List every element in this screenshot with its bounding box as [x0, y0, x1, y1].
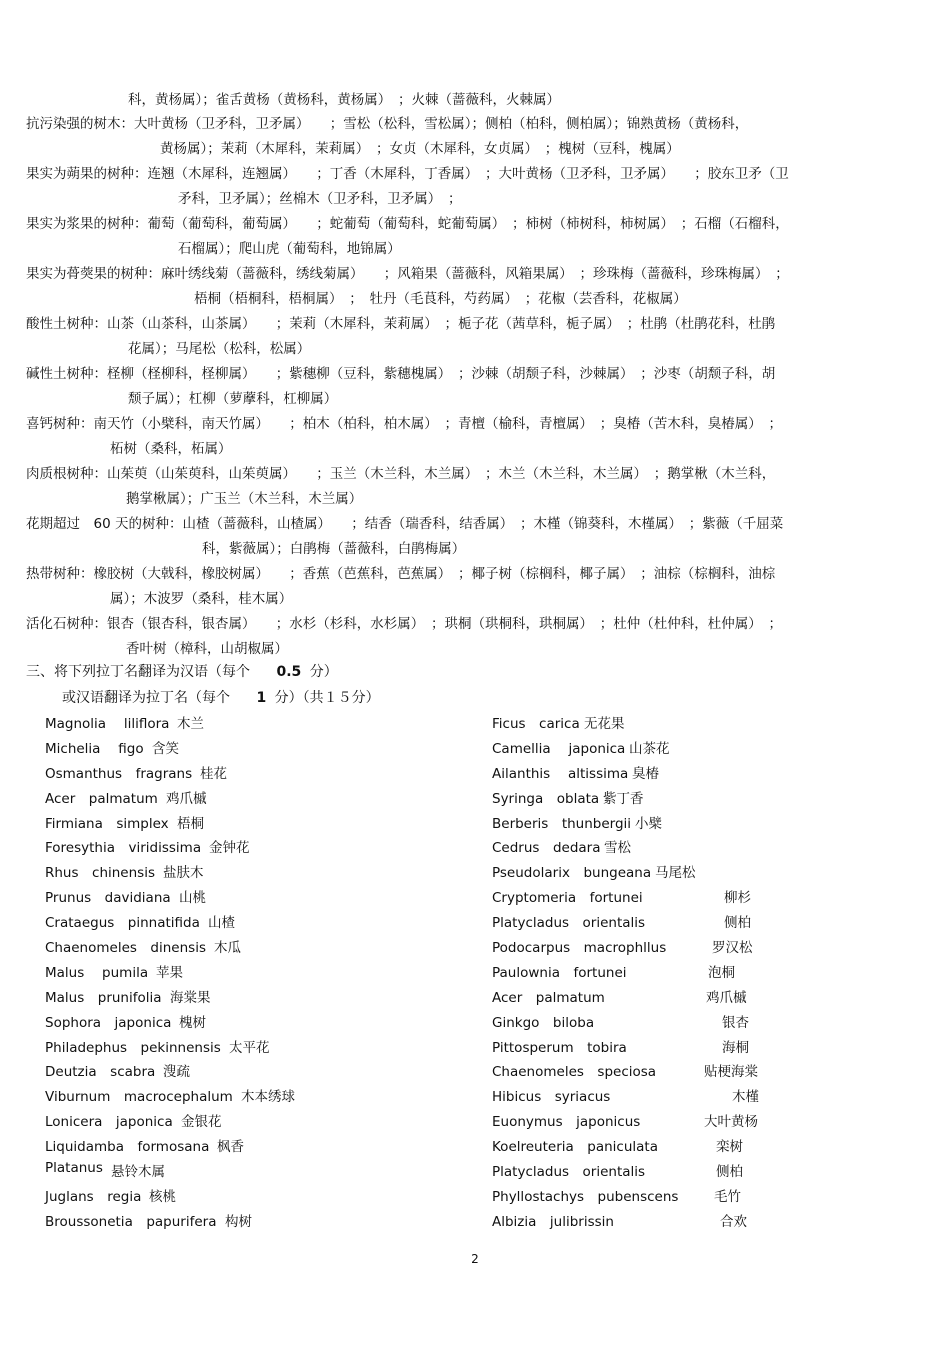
chinese-name: 雪松: [604, 840, 631, 857]
latin-name-row: [492, 886, 912, 911]
paragraph-label: 肉质根树种：: [26, 466, 107, 482]
latin-name-row: [492, 812, 912, 837]
latin-name: Phyllostachys pubenscens: [492, 1188, 679, 1205]
latin-name-row: [45, 737, 465, 762]
chinese-name: 鸡爪槭: [706, 989, 747, 1006]
paragraph-label: 酸性土树种：: [26, 316, 107, 332]
section-heading-score: 0.5: [276, 664, 302, 680]
latin-name-row: [45, 812, 465, 837]
latin-name: Malus pumila: [45, 964, 149, 981]
latin-name-row: [492, 712, 912, 737]
latin-name: Juglans regia: [45, 1188, 142, 1205]
latin-name-row: [45, 1036, 465, 1061]
chinese-name: 合欢: [720, 1213, 747, 1230]
species-paragraph: [26, 412, 906, 462]
latin-name: Hibicus syriacus: [492, 1089, 611, 1106]
latin-name: Pseudolarix bungeana: [492, 865, 652, 882]
latin-name: Pittosperum tobira: [492, 1039, 627, 1056]
latin-name: Ficus carica: [492, 716, 580, 732]
chinese-name: 鸡爪槭: [166, 790, 207, 807]
latin-name: Ailanthis altissima: [492, 765, 629, 782]
chinese-name: 紫丁香: [603, 790, 644, 807]
paragraph-continuation-line: 黄杨属）；茉莉（木犀科，茉莉属） ；女贞（木犀科，女贞属） ；槐树（豆科，槐属）: [160, 141, 680, 157]
paragraph-first-line: 柽柳（柽柳科，柽柳属） ；紫穗柳（豆科，紫穗槐属） ；沙棘（胡颓子科，沙棘属） ；沙枣（胡颓子科，胡: [107, 366, 776, 382]
latin-name: Chaenomeles speciosa: [492, 1064, 657, 1081]
paragraph-label: 碱性土树种：: [26, 366, 107, 382]
paragraph-first-line: 银杏（银杏科，银杏属） ；水杉（杉科，水杉属） ；珙桐（珙桐科，珙桐属） ；杜仲（杜仲科，杜仲属） ；: [107, 616, 782, 632]
chinese-name: 马尾松: [655, 865, 696, 882]
latin-name-row: [492, 836, 912, 861]
latin-name: Prunus davidiana: [45, 890, 171, 907]
species-paragraph: [26, 212, 906, 262]
chinese-name: 罗汉松: [712, 940, 753, 957]
latin-name: Crataegus pinnatifida: [45, 915, 200, 932]
latin-name-row: [45, 861, 465, 886]
latin-name-row: [45, 712, 465, 737]
paragraph-continuation-line: 梧桐（梧桐科，梧桐属） ； 牡丹（毛茛科，芍药属） ；花椒（芸香科，花椒属）: [194, 291, 687, 307]
chinese-name: 山茶花: [629, 740, 670, 757]
section-subheading-unit: 分）（共１５分）: [274, 690, 380, 706]
species-paragraph: [26, 512, 906, 562]
latin-name: Deutzia scabra: [45, 1064, 156, 1081]
chinese-name: 金银花: [181, 1114, 222, 1131]
latin-name-row: [492, 1185, 912, 1210]
latin-name: Syringa oblata: [492, 790, 600, 807]
latin-name: Liquidamba formosana: [45, 1139, 210, 1156]
latin-name: Euonymus japonicus: [492, 1114, 641, 1131]
paragraph-label: 果实为浆果的树种：: [26, 216, 148, 232]
latin-name-row: [45, 1210, 465, 1235]
latin-name-row: [45, 886, 465, 911]
latin-name: Paulownia fortunei: [492, 964, 627, 981]
latin-name: Platycladus orientalis: [492, 1164, 646, 1181]
latin-name-row: [492, 762, 912, 787]
latin-name: Foresythia viridissima: [45, 840, 202, 857]
chinese-name: 枫香: [217, 1139, 244, 1156]
latin-name: Albizia julibrissin: [492, 1213, 614, 1230]
section-heading: [26, 661, 338, 681]
paragraph-label: 果实为蒴果的树种：: [26, 166, 148, 182]
latin-name-row: [492, 911, 912, 936]
section-heading-text: 三、将下列拉丁名翻译为汉语（每个: [26, 664, 250, 680]
latin-name: Chaenomeles dinensis: [45, 940, 206, 957]
latin-name: Michelia figo: [45, 740, 144, 757]
latin-name: Philadephus pekinnensis: [45, 1039, 221, 1056]
section-heading-unit: 分）: [309, 664, 338, 680]
paragraph-first-line: 大叶黄杨（卫矛科，卫矛属） ；雪松（松科，雪松属）；侧柏（柏科，侧柏属）；锦熟黄杨（黄杨科，: [134, 116, 749, 132]
latin-name: Platanus: [45, 1160, 103, 1177]
latin-name-row: [492, 787, 912, 812]
chinese-name: 槐树: [179, 1014, 206, 1031]
latin-name: Acer palmatum: [492, 989, 605, 1006]
paragraph-first-line: 连翘（木犀科，连翘属） ；丁香（木犀科，丁香属） ；大叶黄杨（卫矛科，卫矛属） ；胶东卫矛（卫: [147, 166, 789, 182]
chinese-name: 柳杉: [724, 890, 751, 907]
latin-name: Acer palmatum: [45, 790, 158, 807]
latin-name: Cryptomeria fortunei: [492, 890, 643, 907]
latin-name-row: [45, 986, 465, 1011]
latin-name: Rhus chinensis: [45, 865, 155, 882]
latin-name: Viburnum macrocephalum: [45, 1089, 233, 1106]
latin-name-row: [45, 1085, 465, 1110]
chinese-name: 无花果: [584, 716, 625, 732]
chinese-name: 大叶黄杨: [704, 1114, 758, 1131]
species-paragraph: [26, 112, 906, 162]
chinese-name: 银杏: [722, 1014, 749, 1031]
section-subheading-score: 1: [256, 690, 267, 706]
latin-name: Lonicera japonica: [45, 1114, 173, 1131]
chinese-name: 核桃: [149, 1188, 176, 1205]
latin-name-row: [45, 936, 465, 961]
chinese-name: 木槿: [732, 1089, 759, 1106]
latin-name-row: [492, 1060, 912, 1085]
chinese-name: 溲疏: [163, 1064, 190, 1081]
chinese-name: 金钟花: [209, 840, 250, 857]
paragraph-label: 活化石树种：: [26, 616, 107, 632]
latin-name-row: [45, 1185, 465, 1210]
latin-name-row: [492, 1160, 912, 1185]
latin-name: Magnolia liliflora: [45, 716, 170, 732]
paragraph-continuation-line: 花属）；马尾松（松科，松属）: [128, 341, 311, 357]
page-number: 2: [471, 1252, 479, 1266]
latin-name-row: [492, 1085, 912, 1110]
chinese-name: 太平花: [229, 1039, 270, 1056]
latin-name-row: [492, 1135, 912, 1160]
paragraph-first-line: 麻叶绣线菊（蔷薇科，绣线菊属） ；风箱果（蔷薇科，风箱果属） ；珍珠梅（蔷薇科，珍珠梅属） ；: [161, 266, 789, 282]
species-paragraph: [26, 462, 906, 512]
latin-name: Osmanthus fragrans: [45, 765, 193, 782]
chinese-name: 栾树: [716, 1139, 743, 1156]
section-subheading-text: 或汉语翻译为拉丁名（每个: [62, 690, 230, 706]
chinese-name: 海桐: [722, 1039, 749, 1056]
latin-name-row: [492, 936, 912, 961]
latin-list-right: [492, 712, 912, 1235]
latin-name-row: [492, 1210, 912, 1235]
latin-list-left: [45, 712, 465, 1235]
paragraph-continuation-line: 矛科，卫矛属）；丝棉木（卫矛科，卫矛属） ；: [178, 191, 462, 207]
chinese-name: 悬铃木属: [111, 1164, 165, 1181]
latin-name: Firmiana simplex: [45, 815, 169, 832]
latin-name-row: [492, 1110, 912, 1135]
latin-name-row: [45, 1060, 465, 1085]
species-paragraph: [26, 262, 906, 312]
chinese-name: 梧桐: [177, 815, 204, 832]
section-subheading: [62, 687, 380, 707]
latin-name: Platycladus orientalis: [492, 915, 646, 932]
chinese-name: 木瓜: [214, 940, 241, 957]
paragraph-label: 喜钙树种：: [26, 416, 94, 432]
paragraph-continuation-line: 鹅掌楸属）；广玉兰（木兰科，木兰属）: [126, 491, 363, 507]
paragraph-continuation-line: 石榴属）；爬山虎（葡萄科，地锦属）: [178, 241, 401, 257]
latin-name-row: [45, 836, 465, 861]
latin-name-row: [492, 737, 912, 762]
chinese-name: 侧柏: [716, 1164, 743, 1181]
latin-name-row: [45, 762, 465, 787]
chinese-name: 含笑: [152, 740, 179, 757]
chinese-name: 盐肤木: [163, 865, 204, 882]
chinese-name: 苹果: [156, 964, 183, 981]
chinese-name: 小檗: [635, 815, 662, 832]
paragraph-continuation-line: 颓子属）；杠柳（萝藦科，杠柳属）: [128, 391, 338, 407]
latin-name-row: [45, 961, 465, 986]
species-paragraph: [26, 162, 906, 212]
paragraph-continuation-line: 属）；木波罗（桑科，桂木属）: [110, 591, 293, 607]
latin-name: Koelreuteria paniculata: [492, 1139, 659, 1156]
species-paragraph: [26, 562, 906, 612]
chinese-name: 泡桐: [708, 964, 735, 981]
paragraph-first-line: 葡萄（葡萄科，葡萄属） ；蛇葡萄（葡萄科，蛇葡萄属） ；柿树（柿树科，柿树属） ；石榴（石榴科，: [147, 216, 789, 232]
paragraph-continuation-line: 科，紫薇属）；白鹃梅（蔷薇科，白鹃梅属）: [202, 541, 466, 557]
latin-name-row: [45, 1011, 465, 1036]
species-paragraph: [26, 312, 906, 362]
latin-name-row: [45, 1135, 465, 1160]
chinese-name: 构树: [225, 1213, 252, 1230]
latin-name: Sophora japonica: [45, 1014, 172, 1031]
latin-name: Broussonetia papurifera: [45, 1213, 217, 1230]
latin-name: Ginkgo biloba: [492, 1014, 595, 1031]
latin-name-row: [45, 911, 465, 936]
chinese-name: 木兰: [177, 716, 204, 732]
latin-name: Cedrus dedara: [492, 840, 601, 857]
chinese-name: 臭椿: [632, 765, 659, 782]
paragraph-label: 抗污染强的树木：: [26, 116, 134, 132]
chinese-name: 侧柏: [724, 915, 751, 932]
latin-name: Podocarpus macrophllus: [492, 940, 667, 957]
species-paragraph: [26, 88, 906, 113]
paragraph-continuation-line: 香叶树（樟科，山胡椒属）: [126, 641, 288, 657]
chinese-name: 毛竹: [714, 1188, 741, 1205]
latin-name: Camellia japonica: [492, 740, 626, 757]
species-paragraph: [26, 612, 906, 662]
paragraph-continuation-line: 柘树（桑科，柘属）: [110, 441, 232, 457]
paragraph-label: 花期超过 60 天的树种：: [26, 516, 183, 532]
chinese-name: 山楂: [208, 915, 235, 932]
paragraph-label: 果实为蓇葖果的树种：: [26, 266, 161, 282]
paragraph-first-line: 橡胶树（大戟科，橡胶树属） ；香蕉（芭蕉科，芭蕉属） ；椰子树（棕榈科，椰子属） ；油棕（棕榈科，油棕: [93, 566, 776, 582]
paragraph-label: 热带树种：: [26, 566, 94, 582]
chinese-name: 木本绣球: [241, 1089, 295, 1106]
latin-name-row: [492, 1011, 912, 1036]
chinese-name: 山桃: [179, 890, 206, 907]
paragraph-first-line: 山茱萸（山茱萸科，山茱萸属） ；玉兰（木兰科，木兰属） ；木兰（木兰科，木兰属） ；鹅掌楸（木兰科，: [107, 466, 776, 482]
paragraph-continuation-line: 科，黄杨属）；雀舌黄杨（黄杨科，黄杨属） ；火棘（蔷薇科，火棘属）: [128, 92, 560, 108]
paragraph-first-line: 山楂（蔷薇科，山楂属） ；结香（瑞香科，结香属） ；木槿（锦葵科，木槿属） ；紫薇（千屈菜: [182, 516, 784, 532]
chinese-name: 贴梗海棠: [704, 1064, 758, 1081]
latin-name-row: [492, 961, 912, 986]
latin-name-row: [45, 1160, 465, 1185]
paragraph-first-line: 南天竹（小檗科，南天竹属） ；柏木（柏科，柏木属） ；青檀（榆科，青檀属） ；臭椿（苦木科，臭椿属） ；: [93, 416, 782, 432]
chinese-name: 桂花: [200, 765, 227, 782]
species-paragraph: [26, 362, 906, 412]
latin-name-row: [492, 1036, 912, 1061]
latin-name-row: [45, 787, 465, 812]
latin-name-row: [492, 986, 912, 1011]
latin-name: Malus prunifolia: [45, 989, 162, 1006]
latin-name-row: [45, 1110, 465, 1135]
paragraph-first-line: 山茶（山茶科，山茶属） ；茉莉（木犀科，茉莉属） ；栀子花（茜草科，栀子属） ；杜鹃（杜鹃花科，杜鹃: [107, 316, 776, 332]
chinese-name: 海棠果: [170, 989, 211, 1006]
latin-name-row: [492, 861, 912, 886]
latin-name: Berberis thunbergii: [492, 815, 632, 832]
